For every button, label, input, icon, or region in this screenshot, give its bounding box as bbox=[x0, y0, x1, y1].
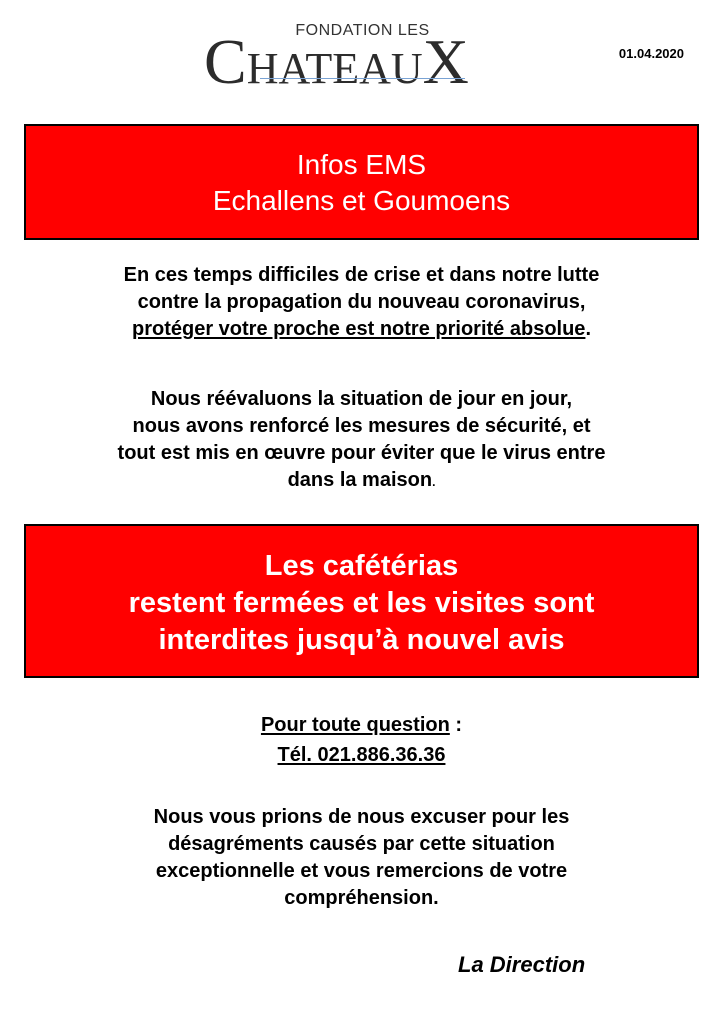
intro-line-1: En ces temps difficiles de crise et dans notre lutte bbox=[123, 264, 600, 286]
logo-underline bbox=[260, 78, 465, 79]
contact-label-line bbox=[24, 710, 699, 740]
closure-line-2: restent fermées et les visites sont bbox=[128, 587, 595, 619]
intro-line-3-end: . bbox=[585, 318, 591, 340]
intro-paragraph bbox=[24, 262, 699, 343]
contact-block bbox=[24, 710, 699, 770]
measures-line-4-end: . bbox=[432, 475, 436, 489]
intro-line-2: contre la propagation du nouveau coronavirus, bbox=[137, 291, 586, 313]
logo bbox=[200, 20, 526, 97]
logo-brand-initial: C bbox=[204, 26, 247, 97]
contact-phone-line bbox=[24, 740, 699, 770]
title-line-2: Echallens et Goumoens bbox=[212, 185, 511, 216]
logo-brand bbox=[204, 26, 469, 97]
contact-label-end: : bbox=[449, 714, 463, 736]
apology-line-1: Nous vous prions de nous excuser pour les bbox=[153, 806, 570, 828]
measures-line-1: Nous réévaluons la situation de jour en jour, bbox=[150, 388, 573, 410]
document-date: 01.04.2020 bbox=[618, 46, 684, 61]
logo-top-text: FONDATION LES bbox=[295, 22, 430, 39]
closure-banner bbox=[24, 524, 699, 678]
priority-statement: protéger votre proche est notre priorité absolue bbox=[132, 318, 586, 340]
closure-line-1: Les cafétérias bbox=[264, 550, 459, 582]
logo-brand-middle: HATEAU bbox=[246, 44, 423, 93]
closure-line-3: interdites jusqu’à nouvel avis bbox=[158, 624, 565, 656]
measures-paragraph bbox=[24, 386, 699, 496]
contact-label: Pour toute question bbox=[260, 714, 450, 736]
apology-line-3: exceptionnelle et vous remercions de votre bbox=[155, 860, 568, 882]
title-banner bbox=[24, 124, 699, 240]
apology-paragraph bbox=[24, 804, 699, 912]
apology-line-2: désagréments causés par cette situation bbox=[168, 833, 555, 855]
measures-line-4-text: dans la maison bbox=[287, 469, 433, 491]
measures-line-4 bbox=[24, 467, 699, 496]
measures-line-3: tout est mis en œuvre pour éviter que le virus entre bbox=[117, 442, 606, 464]
contact-phone: Tél. 021.886.36.36 bbox=[277, 744, 446, 766]
logo-brand-final: X bbox=[422, 26, 469, 97]
measures-line-2: nous avons renforcé les mesures de sécurité, et bbox=[132, 415, 591, 437]
apology-line-4: compréhension. bbox=[284, 887, 439, 909]
intro-line-3 bbox=[24, 316, 699, 343]
title-line-1: Infos EMS bbox=[296, 149, 427, 180]
signature: La Direction bbox=[458, 952, 586, 977]
